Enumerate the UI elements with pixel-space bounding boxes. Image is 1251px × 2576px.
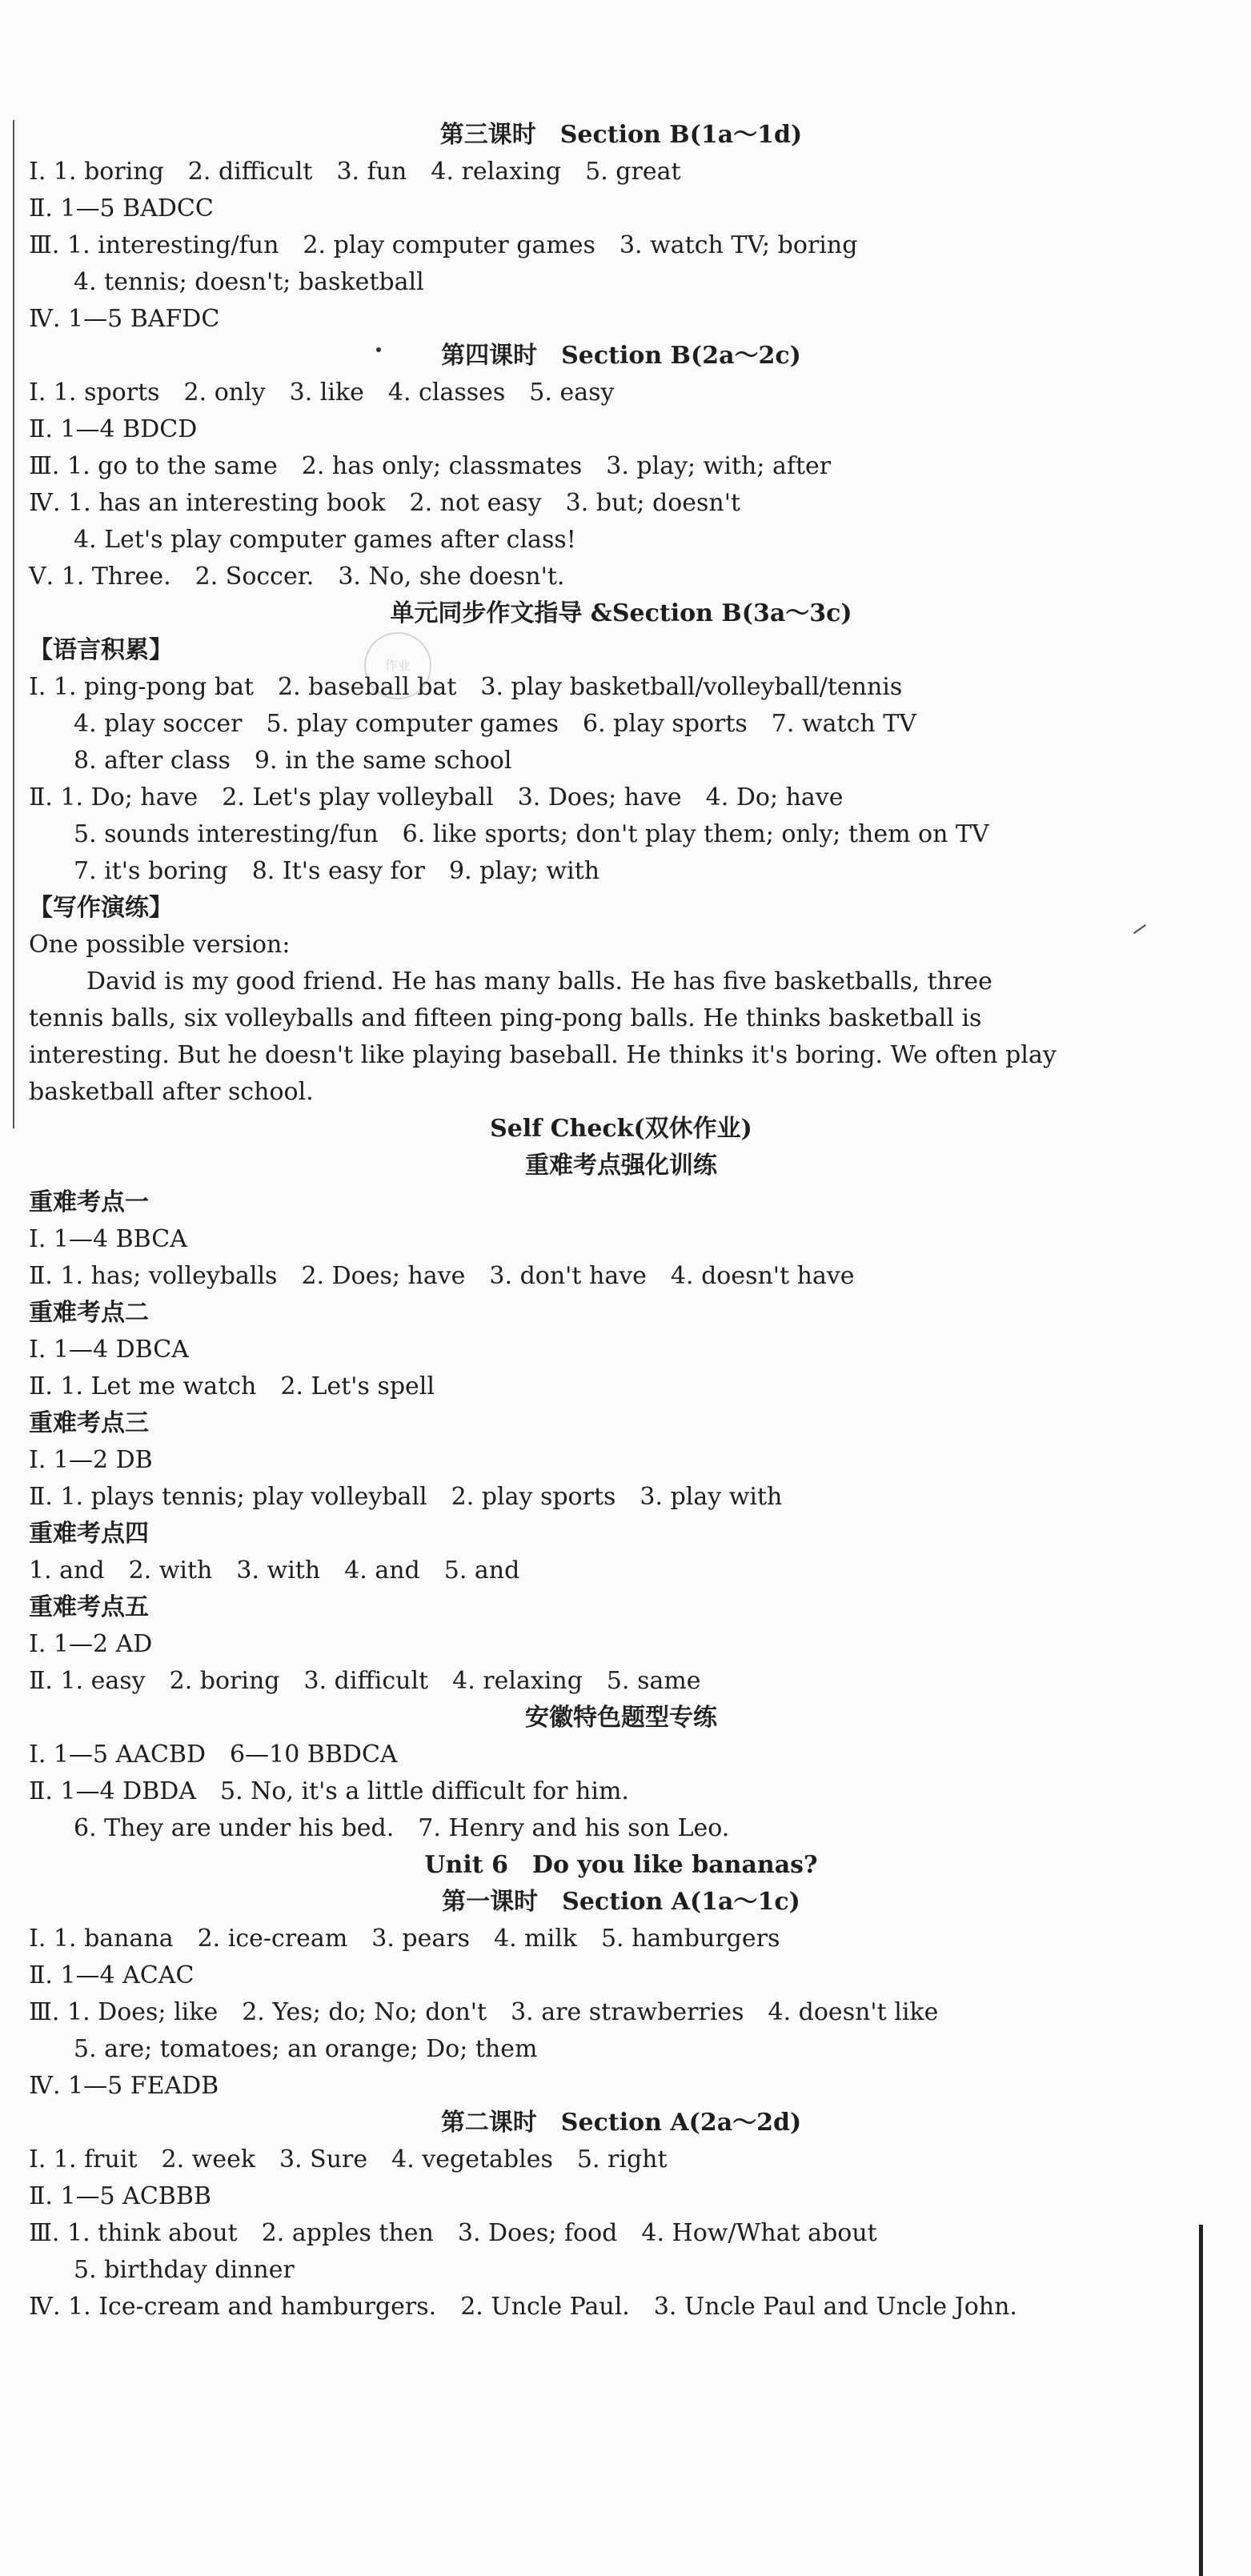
answer-line: Ⅱ. 1—5 ACBBB — [29, 2182, 211, 2210]
answer-line: One possible version: — [29, 931, 291, 959]
section-heading: Unit 6 Do you like bananas? — [424, 1851, 818, 1879]
answer-content — [29, 117, 1213, 2326]
section-heading: Self Check(双休作业) — [490, 1115, 752, 1143]
answer-line: Ⅱ. 1—4 DBDA 5. No, it's a little difficult for him. — [29, 1777, 629, 1805]
answer-line: Ⅰ. 1—2 AD — [29, 1630, 153, 1658]
answer-line: Ⅰ. 1. banana 2. ice-cream 3. pears 4. milk 5. hamburgers — [29, 1925, 780, 1953]
answer-line: Ⅰ. 1—2 DB — [29, 1446, 153, 1474]
answer-line: Ⅱ. 1—4 ACAC — [29, 1961, 194, 1989]
answer-line: Ⅰ. 1. fruit 2. week 3. Sure 4. vegetables 5. right — [29, 2145, 668, 2173]
left-margin-rule — [13, 120, 14, 1128]
section-heading: 重难考点强化训练 — [525, 1152, 717, 1180]
answer-line: Ⅱ. 1. Let me watch 2. Let's spell — [29, 1372, 435, 1400]
answer-line: Ⅰ. 1. sports 2. only 3. like 4. classes 5. easy — [29, 379, 615, 407]
answer-line: interesting. But he doesn't like playing baseball. He thinks it's boring. We often play — [29, 1041, 1057, 1069]
answer-line: Ⅲ. 1. interesting/fun 2. play computer games 3. watch TV; boring — [29, 231, 858, 259]
answer-line: Ⅰ. 1—4 DBCA — [29, 1336, 189, 1364]
subsection-label: 重难考点三 — [29, 1409, 149, 1437]
answer-line: Ⅱ. 1. Do; have 2. Let's play volleyball 3. Does; have 4. Do; have — [29, 783, 844, 811]
answer-line: David is my good friend. He has many balls. He has five basketballs, three — [86, 968, 992, 996]
section-heading: 安徽特色题型专练 — [525, 1704, 717, 1732]
answer-line: Ⅲ. 1. go to the same 2. has only; classmates 3. play; with; after — [29, 452, 832, 480]
subsection-label: 【语言积累】 — [29, 636, 173, 664]
answer-line: Ⅳ. 1—5 BAFDC — [29, 305, 220, 333]
answer-line: 4. Let's play computer games after class! — [74, 526, 576, 554]
answer-line: Ⅰ. 1—5 AACBD 6—10 BBDCA — [29, 1741, 398, 1769]
answer-line: Ⅱ. 1—5 BADCC — [29, 194, 214, 222]
answer-line: 6. They are under his bed. 7. Henry and his son Leo. — [74, 1814, 730, 1842]
answer-line: tennis balls, six volleyballs and fifteen ping-pong balls. He thinks basketball is — [29, 1004, 982, 1032]
answer-line: 4. play soccer 5. play computer games 6. play sports 7. watch TV — [74, 710, 916, 738]
answer-line: Ⅳ. 1. Ice-cream and hamburgers. 2. Uncle Paul. 3. Uncle Paul and Uncle John. — [29, 2293, 1017, 2321]
answer-line: 5. birthday dinner — [74, 2256, 295, 2284]
subsection-label: 重难考点二 — [29, 1299, 149, 1327]
answer-line: Ⅱ. 1—4 BDCD — [29, 415, 198, 443]
section-heading: 第四课时 Section B(2a～2c) — [441, 342, 801, 370]
section-heading: 第三课时 Section B(1a～1d) — [439, 121, 803, 149]
subsection-label: 重难考点五 — [29, 1593, 149, 1621]
section-heading: 单元同步作文指导 &Section B(3a～3c) — [390, 599, 852, 627]
answer-line: 7. it's boring 8. It's easy for 9. play; with — [74, 857, 600, 885]
answer-line: Ⅱ. 1. easy 2. boring 3. difficult 4. relaxing 5. same — [29, 1667, 701, 1695]
answer-line: Ⅴ. 1. Three. 2. Soccer. 3. No, she doesn't. — [29, 563, 565, 591]
answer-line: Ⅰ. 1. ping-pong bat 2. baseball bat 3. play basketball/volleyball/tennis — [29, 673, 903, 701]
answer-line: Ⅲ. 1. Does; like 2. Yes; do; No; don't 3. are strawberries 4. doesn't like — [29, 1998, 939, 2026]
answer-line: 1. and 2. with 3. with 4. and 5. and — [29, 1556, 520, 1584]
answer-line: Ⅳ. 1. has an interesting book 2. not easy 3. but; doesn't — [29, 489, 741, 517]
subsection-label: 【写作演练】 — [29, 894, 173, 922]
watermark-stamp: 作业 — [364, 632, 431, 699]
answer-line: Ⅰ. 1—4 BBCA — [29, 1225, 187, 1253]
answer-line: Ⅲ. 1. think about 2. apples then 3. Does; food 4. How/What about — [29, 2219, 877, 2247]
section-heading: 第一课时 Section A(1a～1c) — [442, 1888, 800, 1916]
answer-line: Ⅱ. 1. has; volleyballs 2. Does; have 3. don't have 4. doesn't have — [29, 1262, 855, 1290]
answer-line: 5. are; tomatoes; an orange; Do; them — [74, 2035, 538, 2063]
answer-line: Ⅳ. 1—5 FEADB — [29, 2072, 219, 2100]
subsection-label: 重难考点一 — [29, 1188, 149, 1216]
answer-line: 8. after class 9. in the same school — [74, 747, 512, 775]
answer-line: 4. tennis; doesn't; basketball — [74, 268, 424, 296]
subsection-label: 重难考点四 — [29, 1520, 149, 1548]
answer-line: Ⅱ. 1. plays tennis; play volleyball 2. play sports 3. play with — [29, 1483, 783, 1511]
section-heading: 第二课时 Section A(2a～2d) — [440, 2109, 802, 2137]
answer-line: 5. sounds interesting/fun 6. like sports; don't play them; only; them on TV — [74, 820, 989, 848]
answer-line: basketball after school. — [29, 1078, 314, 1106]
answer-line: Ⅰ. 1. boring 2. difficult 3. fun 4. relaxing 5. great — [29, 158, 681, 186]
